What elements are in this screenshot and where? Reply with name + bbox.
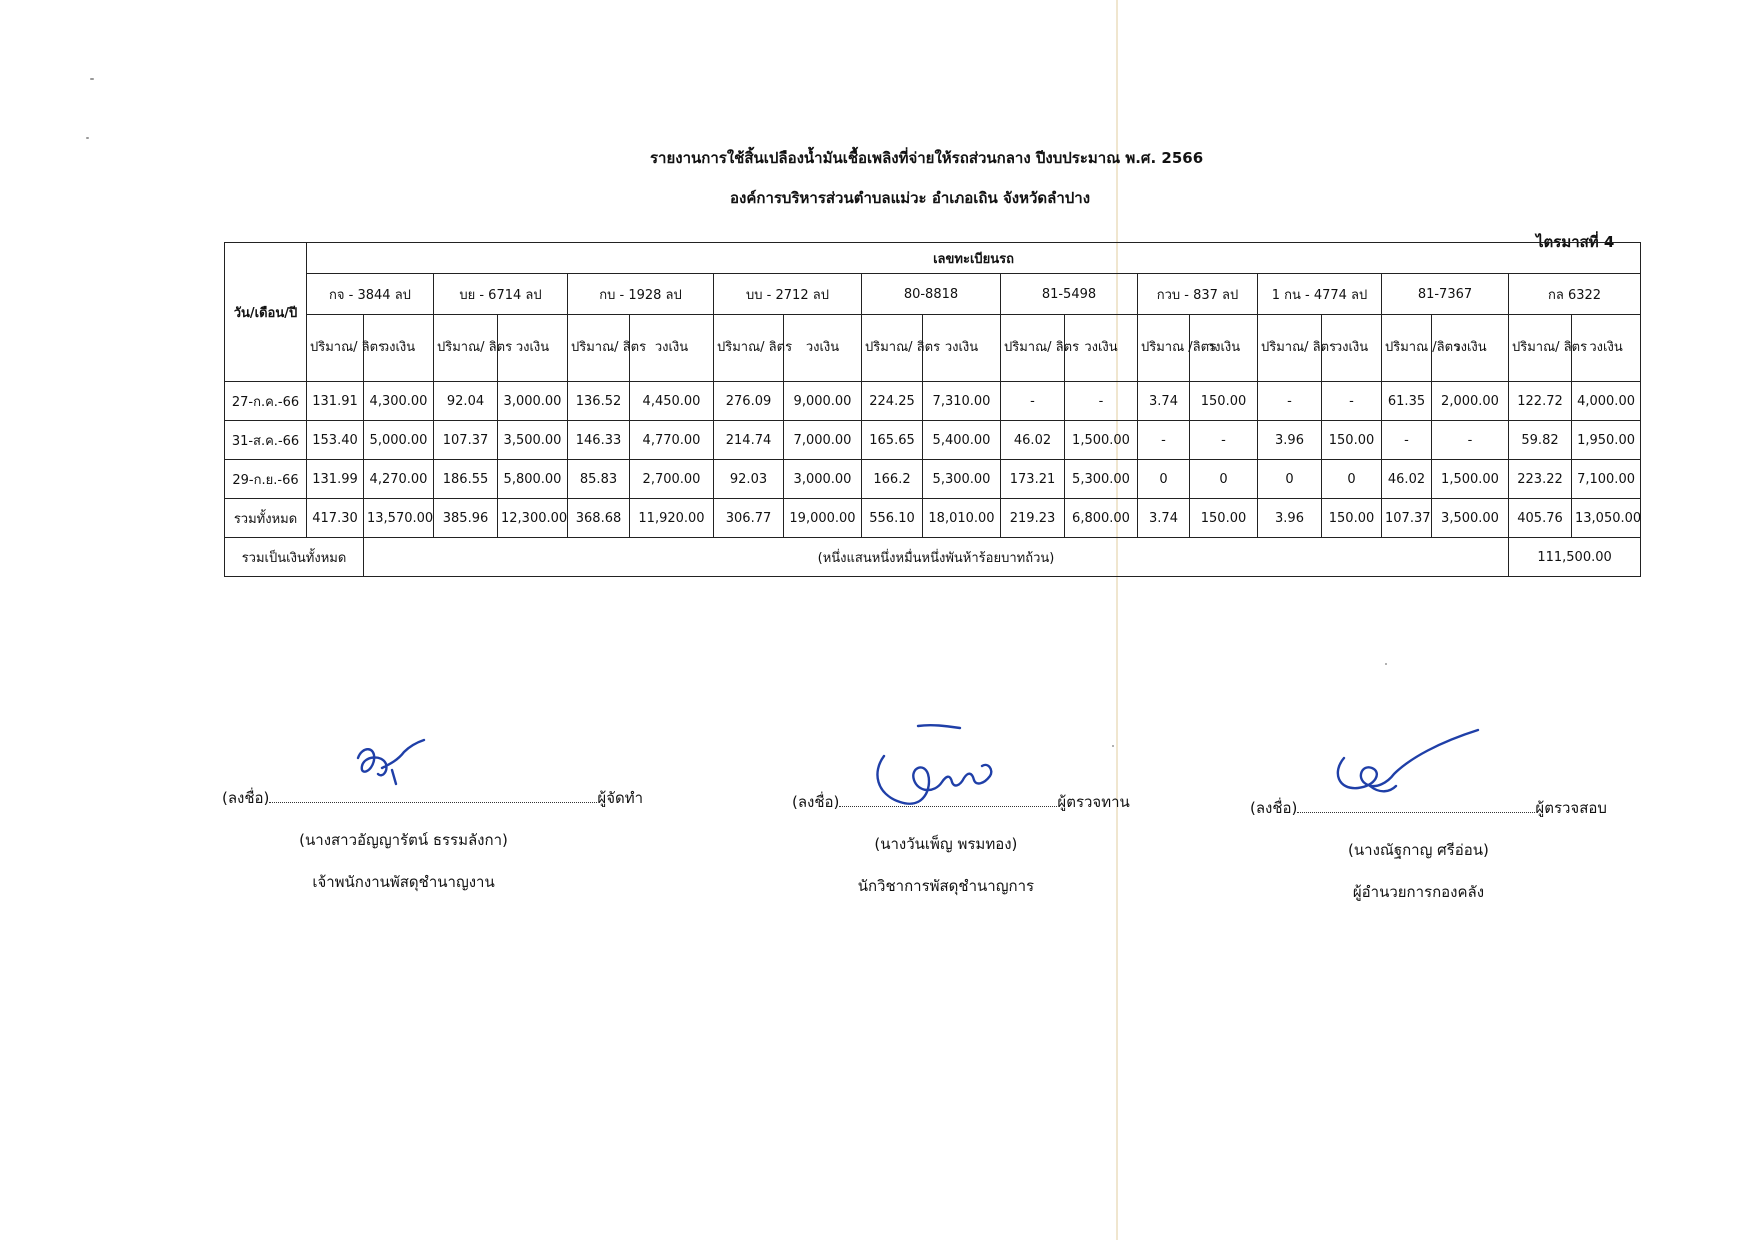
total-amount-cell: 12,300.00 xyxy=(498,499,568,538)
quantity-cell: 85.83 xyxy=(568,460,630,499)
sign-prefix: (ลงชื่อ) xyxy=(1250,799,1298,817)
quantity-cell: 59.82 xyxy=(1509,421,1572,460)
amount-header: วงเงิน xyxy=(364,315,434,382)
amount-cell: 5,000.00 xyxy=(364,421,434,460)
quantity-cell: 92.03 xyxy=(714,460,784,499)
date-column-header: วัน/เดือน/ปี xyxy=(225,243,307,382)
signature-block-preparer xyxy=(222,786,643,894)
scan-speck xyxy=(90,78,94,80)
quantity-cell: 165.65 xyxy=(862,421,923,460)
quantity-liters-header: ปริมาณ/ ลิตร xyxy=(307,315,364,382)
quantity-cell: 131.99 xyxy=(307,460,364,499)
amount-header: วงเงิน xyxy=(1322,315,1382,382)
total-row xyxy=(225,499,1641,538)
amount-header: วงเงิน xyxy=(1190,315,1258,382)
amount-cell: 0 xyxy=(1322,460,1382,499)
quantity-cell: 153.40 xyxy=(307,421,364,460)
quantity-liters-header: ปริมาณ/ ลิตร xyxy=(434,315,498,382)
amount-header: วงเงิน xyxy=(1065,315,1138,382)
amount-header: วงเงิน xyxy=(1432,315,1509,382)
quantity-liters-header: ปริมาณ/ ลิตร xyxy=(1001,315,1065,382)
quantity-cell: 136.52 xyxy=(568,382,630,421)
vehicle-plate-header: 81-5498 xyxy=(1001,274,1138,315)
report-title: รายงานการใช้สิ้นเปลืองน้ำมันเชื้อเพลิงที่จ่ายให้รถส่วนกลาง ปีงบประมาณ พ.ศ. 2566 xyxy=(650,149,1204,167)
amount-cell: - xyxy=(1432,421,1509,460)
quantity-cell: - xyxy=(1001,382,1065,421)
quantity-cell: 3.74 xyxy=(1138,382,1190,421)
signer-name: (นางวันเพ็ญ พรมทอง) xyxy=(874,835,1018,853)
amount-header: วงเงิน xyxy=(1572,315,1641,382)
vehicle-plate-header: บย - 6714 ลป xyxy=(434,274,568,315)
signature-block-auditor xyxy=(1250,796,1607,904)
amount-cell: 2,000.00 xyxy=(1432,382,1509,421)
quantity-cell: 166.2 xyxy=(862,460,923,499)
table-row xyxy=(225,382,1641,421)
signer-role: ผู้ตรวจทาน xyxy=(1057,793,1130,811)
quantity-liters-header: ปริมาณ /ลิตร xyxy=(1138,315,1190,382)
total-quantity-cell: 405.76 xyxy=(1509,499,1572,538)
quantity-cell: 122.72 xyxy=(1509,382,1572,421)
amount-header: วงเงิน xyxy=(630,315,714,382)
amount-cell: - xyxy=(1065,382,1138,421)
plate-group-header: เลขทะเบียนรถ xyxy=(307,243,1641,274)
signer-position: เจ้าพนักงานพัสดุชำนาญงาน xyxy=(312,873,495,891)
row-date: 27-ก.ค.-66 xyxy=(225,382,307,421)
vehicle-plate-header: กวบ - 837 ลป xyxy=(1138,274,1258,315)
amount-cell: 7,100.00 xyxy=(1572,460,1641,499)
signer-position: ผู้อำนวยการกองคลัง xyxy=(1352,883,1485,901)
fuel-usage-table xyxy=(224,242,1641,577)
vehicle-plate-header: กจ - 3844 ลป xyxy=(307,274,434,315)
amount-cell: - xyxy=(1322,382,1382,421)
total-quantity-cell: 556.10 xyxy=(862,499,923,538)
quantity-liters-header: ปริมาณ/ ลิตร xyxy=(1509,315,1572,382)
quantity-cell: - xyxy=(1258,382,1322,421)
total-quantity-cell: 3.96 xyxy=(1258,499,1322,538)
signer-role: ผู้ตรวจสอบ xyxy=(1535,799,1607,817)
amount-cell: 3,000.00 xyxy=(784,460,862,499)
row-date: 29-ก.ย.-66 xyxy=(225,460,307,499)
quantity-cell: 3.96 xyxy=(1258,421,1322,460)
scan-speck xyxy=(1112,745,1114,747)
total-amount-cell: 11,920.00 xyxy=(630,499,714,538)
vehicle-plate-header: 81-7367 xyxy=(1382,274,1509,315)
total-amount-cell: 18,010.00 xyxy=(923,499,1001,538)
vehicle-plate-header: 80-8818 xyxy=(862,274,1001,315)
quantity-cell: 107.37 xyxy=(434,421,498,460)
handwritten-signature-3 xyxy=(1330,728,1480,798)
scan-speck xyxy=(86,137,89,139)
amount-cell: 2,700.00 xyxy=(630,460,714,499)
quantity-cell: 223.22 xyxy=(1509,460,1572,499)
quantity-cell: 186.55 xyxy=(434,460,498,499)
amount-cell: 5,300.00 xyxy=(1065,460,1138,499)
total-quantity-cell: 306.77 xyxy=(714,499,784,538)
amount-cell: - xyxy=(1190,421,1258,460)
signature-dotted-line xyxy=(269,801,597,803)
handwritten-signature-2 xyxy=(870,722,1000,812)
quantity-liters-header: ปริมาณ/ ลิตร xyxy=(862,315,923,382)
table-row xyxy=(225,421,1641,460)
total-label: รวมทั้งหมด xyxy=(225,499,307,538)
quantity-cell: 224.25 xyxy=(862,382,923,421)
total-quantity-cell: 219.23 xyxy=(1001,499,1065,538)
table-body xyxy=(225,243,1641,577)
scan-speck xyxy=(1385,663,1387,665)
quantity-cell: 173.21 xyxy=(1001,460,1065,499)
amount-cell: 9,000.00 xyxy=(784,382,862,421)
vehicle-plate-header: กล 6322 xyxy=(1509,274,1641,315)
quarter-label: ไตรมาสที่ 4 xyxy=(1536,233,1615,251)
total-amount-cell: 6,800.00 xyxy=(1065,499,1138,538)
total-quantity-cell: 368.68 xyxy=(568,499,630,538)
amount-cell: 150.00 xyxy=(1322,421,1382,460)
quantity-liters-header: ปริมาณ/ ลิตร xyxy=(1258,315,1322,382)
amount-cell: 4,300.00 xyxy=(364,382,434,421)
total-amount-cell: 150.00 xyxy=(1190,499,1258,538)
signature-dotted-line xyxy=(1297,811,1535,813)
grand-total-label: รวมเป็นเงินทั้งหมด xyxy=(225,538,364,577)
amount-cell: 1,500.00 xyxy=(1065,421,1138,460)
signer-position: นักวิชาการพัสดุชำนาญการ xyxy=(857,877,1035,895)
table-row xyxy=(225,460,1641,499)
signer-role: ผู้จัดทำ xyxy=(597,789,644,807)
handwritten-signature-1 xyxy=(352,738,427,790)
signer-name: (นางณัฐกาญ ศรีอ่อน) xyxy=(1348,841,1489,859)
amount-cell: 4,450.00 xyxy=(630,382,714,421)
vehicle-plate-header: บบ - 2712 ลป xyxy=(714,274,862,315)
page-fold-line xyxy=(1116,0,1118,1240)
total-quantity-cell: 417.30 xyxy=(307,499,364,538)
amount-header: วงเงิน xyxy=(498,315,568,382)
quantity-cell: 46.02 xyxy=(1001,421,1065,460)
quantity-cell: 146.33 xyxy=(568,421,630,460)
quantity-liters-header: ปริมาณ/ ลิตร xyxy=(714,315,784,382)
quantity-cell: 276.09 xyxy=(714,382,784,421)
quantity-cell: - xyxy=(1138,421,1190,460)
amount-cell: 150.00 xyxy=(1190,382,1258,421)
sign-prefix: (ลงชื่อ) xyxy=(792,793,840,811)
grand-total-value: 111,500.00 xyxy=(1509,538,1641,577)
amount-header: วงเงิน xyxy=(784,315,862,382)
amount-header: วงเงิน xyxy=(923,315,1001,382)
quantity-cell: 61.35 xyxy=(1382,382,1432,421)
organization-subtitle: องค์การบริหารส่วนตำบลแม่วะ อำเภอเถิน จังหวัดลำปาง xyxy=(730,189,1091,207)
amount-cell: 4,000.00 xyxy=(1572,382,1641,421)
amount-cell: 4,270.00 xyxy=(364,460,434,499)
amount-cell: 3,000.00 xyxy=(498,382,568,421)
amount-cell: 5,300.00 xyxy=(923,460,1001,499)
quantity-cell: 0 xyxy=(1138,460,1190,499)
total-quantity-cell: 385.96 xyxy=(434,499,498,538)
total-amount-cell: 13,050.00 xyxy=(1572,499,1641,538)
grand-total-row xyxy=(225,538,1641,577)
vehicle-plate-header: กบ - 1928 ลป xyxy=(568,274,714,315)
quantity-cell: - xyxy=(1382,421,1432,460)
vehicle-plate-header: 1 กน - 4774 ลป xyxy=(1258,274,1382,315)
amount-cell: 4,770.00 xyxy=(630,421,714,460)
amount-cell: 7,000.00 xyxy=(784,421,862,460)
amount-cell: 5,400.00 xyxy=(923,421,1001,460)
amount-cell: 7,310.00 xyxy=(923,382,1001,421)
grand-total-in-words: (หนึ่งแสนหนึ่งหมื่นหนึ่งพันห้าร้อยบาทถ้วน) xyxy=(364,538,1509,577)
total-quantity-cell: 3.74 xyxy=(1138,499,1190,538)
total-amount-cell: 19,000.00 xyxy=(784,499,862,538)
amount-cell: 3,500.00 xyxy=(498,421,568,460)
quantity-cell: 46.02 xyxy=(1382,460,1432,499)
quantity-cell: 92.04 xyxy=(434,382,498,421)
sign-prefix: (ลงชื่อ) xyxy=(222,789,270,807)
quantity-liters-header: ปริมาณ/ ลิตร xyxy=(568,315,630,382)
amount-cell: 0 xyxy=(1190,460,1258,499)
row-date: 31-ส.ค.-66 xyxy=(225,421,307,460)
total-amount-cell: 3,500.00 xyxy=(1432,499,1509,538)
amount-cell: 1,950.00 xyxy=(1572,421,1641,460)
total-amount-cell: 150.00 xyxy=(1322,499,1382,538)
total-amount-cell: 13,570.00 xyxy=(364,499,434,538)
quantity-liters-header: ปริมาณ /ลิตร xyxy=(1382,315,1432,382)
quantity-cell: 214.74 xyxy=(714,421,784,460)
quantity-cell: 131.91 xyxy=(307,382,364,421)
amount-cell: 1,500.00 xyxy=(1432,460,1509,499)
signer-name: (นางสาวอัญญารัตน์ ธรรมลังกา) xyxy=(299,831,508,849)
amount-cell: 5,800.00 xyxy=(498,460,568,499)
total-quantity-cell: 107.37 xyxy=(1382,499,1432,538)
quantity-cell: 0 xyxy=(1258,460,1322,499)
